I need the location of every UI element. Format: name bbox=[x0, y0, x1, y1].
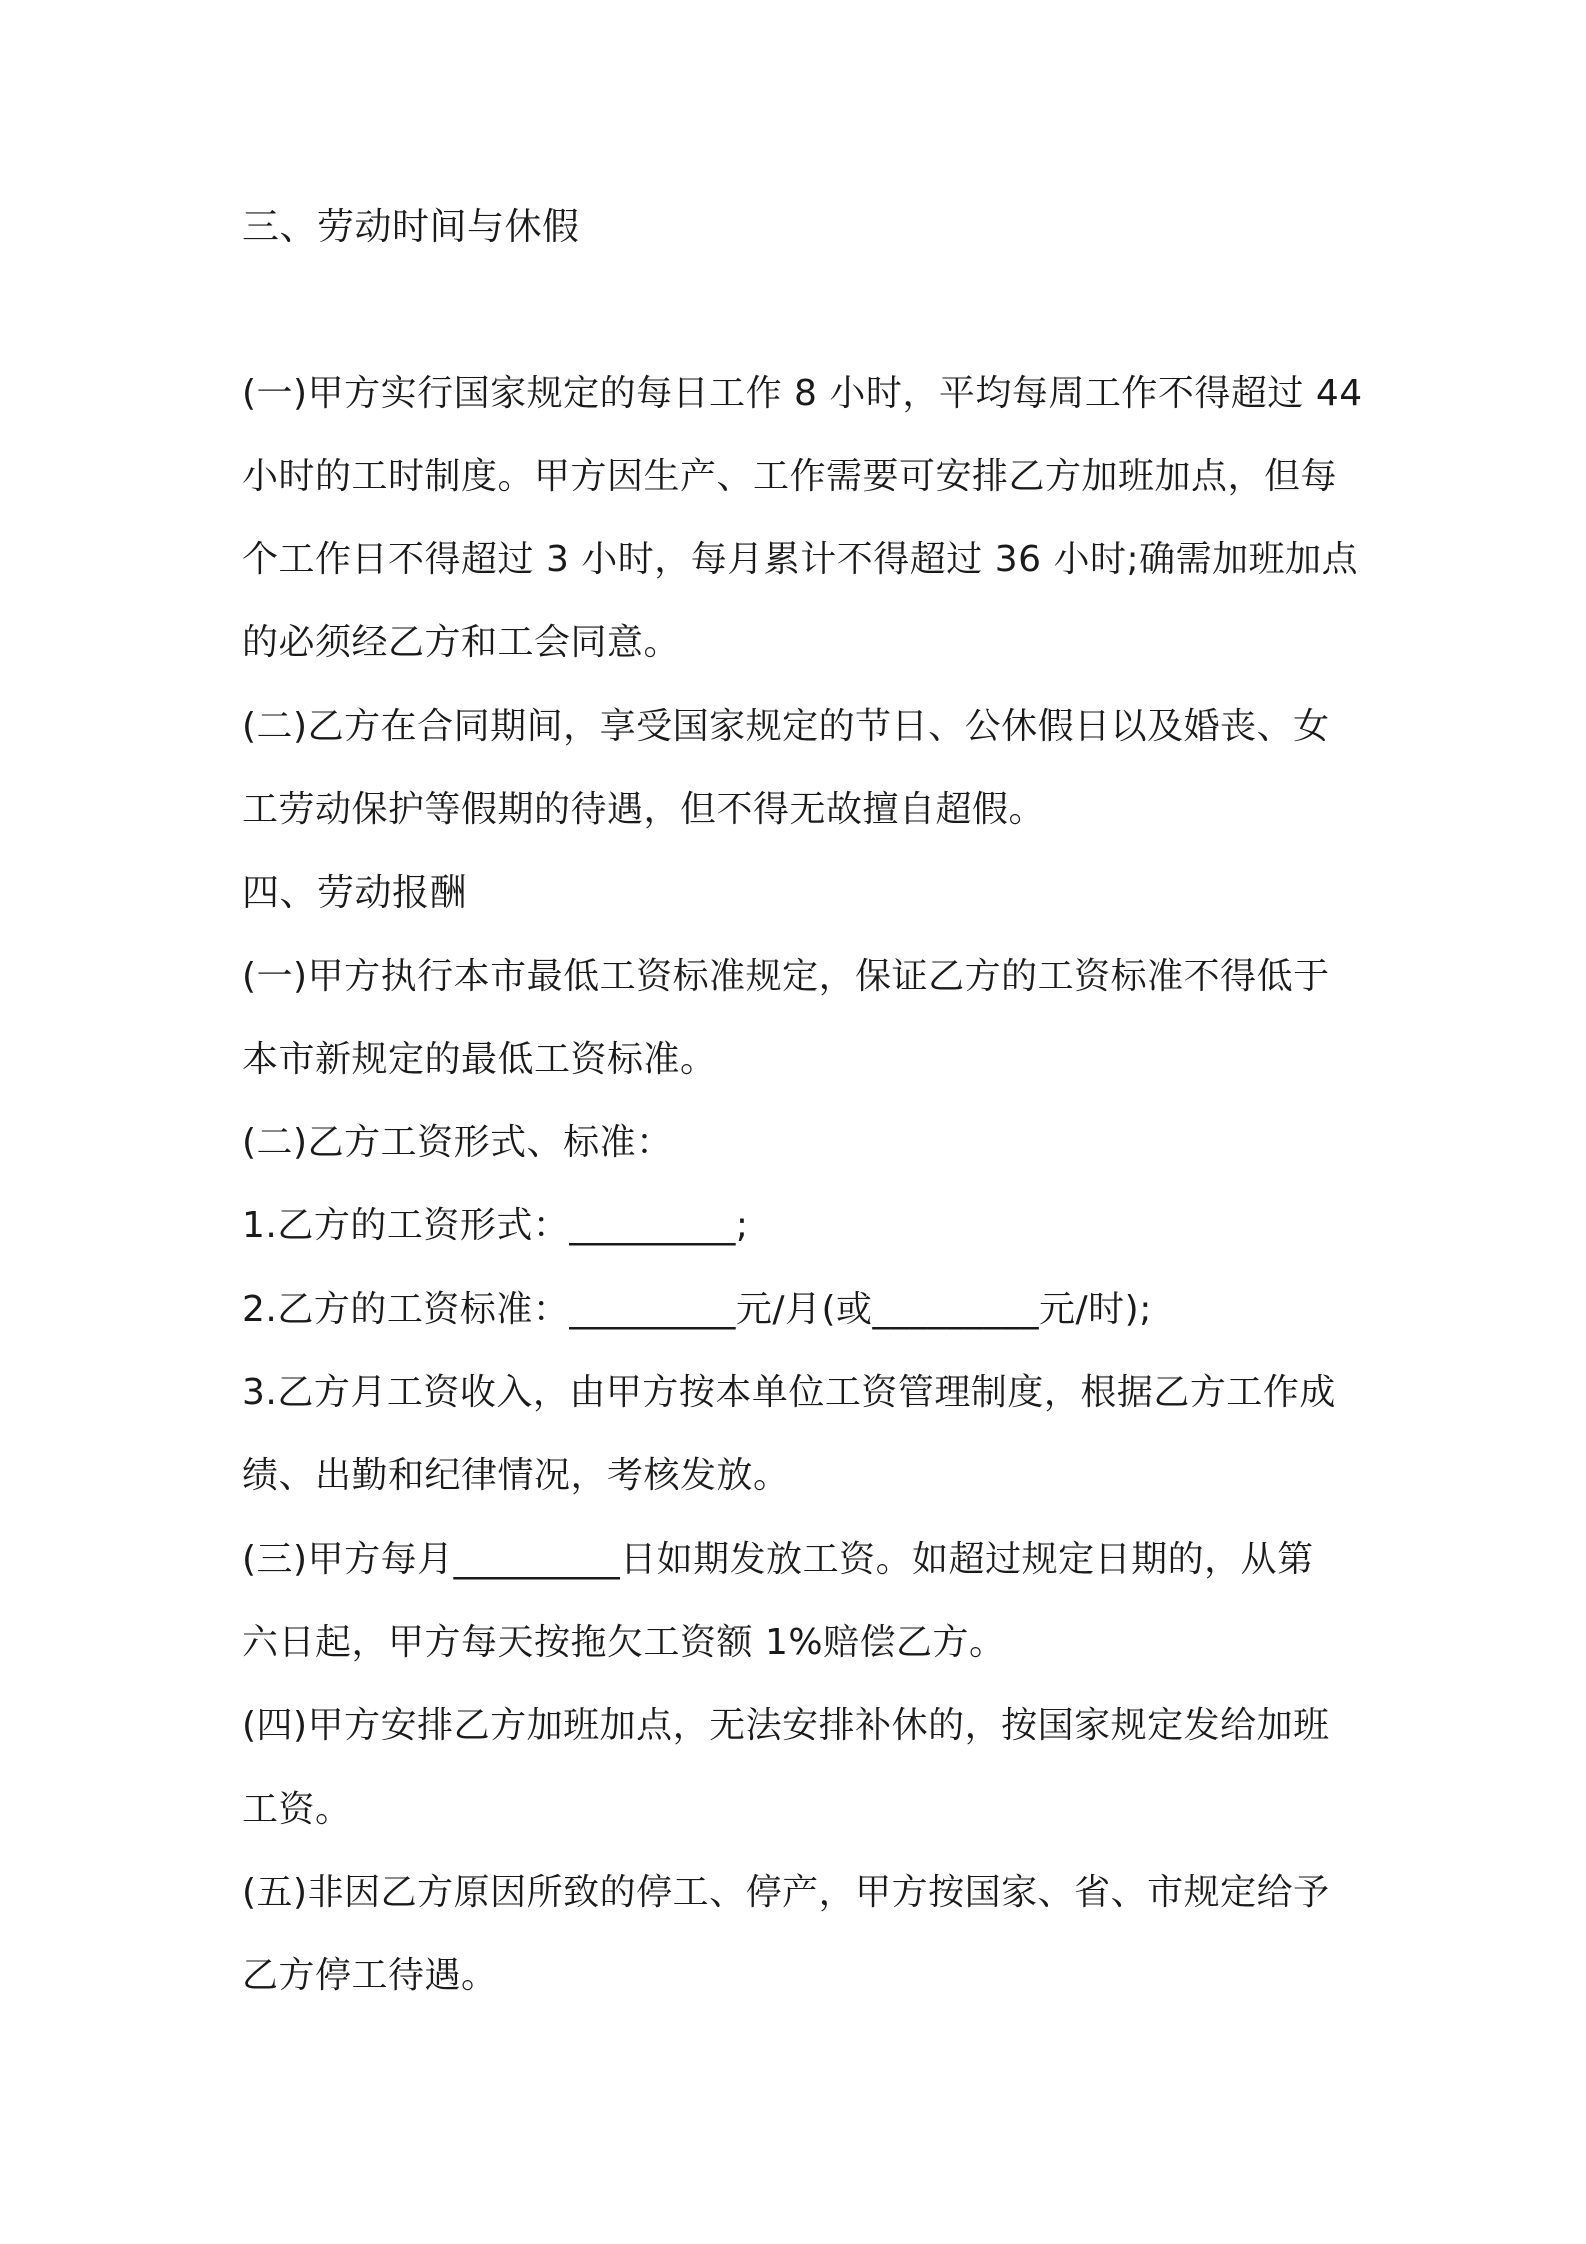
section-3-item-2-line-1: (二)乙方在合同期间，享受国家规定的节日、公休假日以及婚丧、女 bbox=[242, 706, 1330, 747]
section-4-heading: 四、劳动报酬 bbox=[242, 871, 467, 914]
section-4-item-2-sub-3-line-2: 绩、出勤和纪律情况，考核发放。 bbox=[242, 1455, 790, 1496]
section-4-item-1-line-2: 本市新规定的最低工资标准。 bbox=[242, 1039, 717, 1080]
section-4-item-2-sub-1: 1.乙方的工资形式：_________; bbox=[242, 1205, 749, 1246]
section-3-item-1-line-4: 的必须经乙方和工会同意。 bbox=[242, 622, 681, 663]
section-4-item-2-sub-3-line-1: 3.乙方月工资收入，由甲方按本单位工资管理制度，根据乙方工作成 bbox=[242, 1372, 1336, 1413]
section-4-item-4-line-2: 工资。 bbox=[242, 1789, 352, 1830]
section-4-item-3-line-2: 六日起，甲方每天按拖欠工资额 1%赔偿乙方。 bbox=[242, 1622, 1006, 1663]
section-4-item-3-line-1: (三)甲方每月_________日如期发放工资。如超过规定日期的，从第 bbox=[242, 1539, 1314, 1580]
section-4-item-1-line-1: (一)甲方执行本市最低工资标准规定，保证乙方的工资标准不得低于 bbox=[242, 956, 1330, 997]
section-3-item-2-line-2: 工劳动保护等假期的待遇，但不得无故擅自超假。 bbox=[242, 789, 1046, 830]
section-4-item-2-sub-2: 2.乙方的工资标准：_________元/月(或_________元/时); bbox=[242, 1289, 1152, 1330]
section-4-item-5-line-1: (五)非因乙方原因所致的停工、停产，甲方按国家、省、市规定给予 bbox=[242, 1872, 1330, 1913]
section-4-item-4-line-1: (四)甲方安排乙方加班加点，无法安排补休的，按国家规定发给加班 bbox=[242, 1705, 1330, 1746]
section-3-item-1-line-2: 小时的工时制度。甲方因生产、工作需要可安排乙方加班加点，但每 bbox=[242, 456, 1338, 497]
section-3-heading: 三、劳动时间与休假 bbox=[242, 205, 580, 248]
section-3-item-1-line-3: 个工作日不得超过 3 小时，每月累计不得超过 36 小时;确需加班加点 bbox=[242, 539, 1359, 580]
section-3-item-1-line-1: (一)甲方实行国家规定的每日工作 8 小时，平均每周工作不得超过 44 bbox=[242, 373, 1363, 414]
section-4-item-2-heading: (二)乙方工资形式、标准： bbox=[242, 1122, 673, 1163]
section-4-item-5-line-2: 乙方停工待遇。 bbox=[242, 1955, 498, 1996]
